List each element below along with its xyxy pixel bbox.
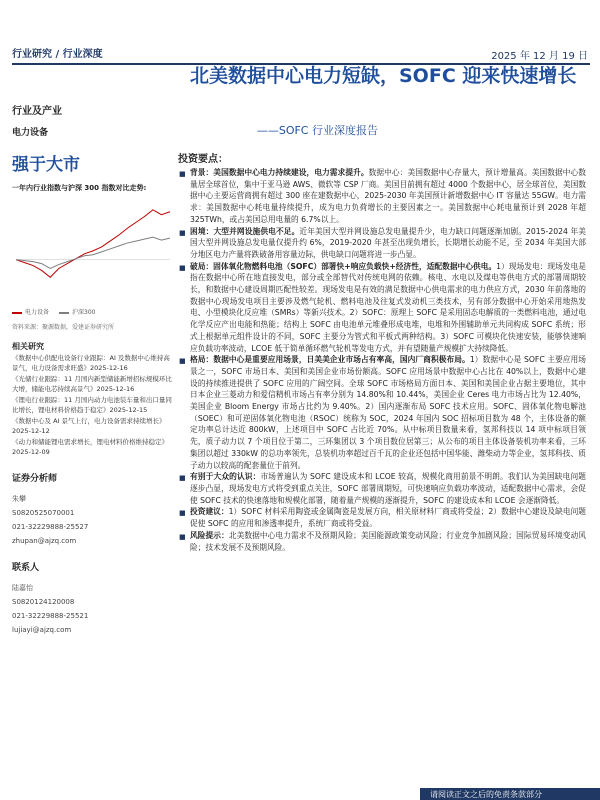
related-item: 《锂电行业跟踪：11 月国内动力电池装车量和出口量同比增长，锂电材料价格趋于稳定》2025-12-15 xyxy=(12,396,172,414)
investment-point: ■ 格局：数据中心是重要应用场景，日美美企业市场占有率高，国内厂商积极布局。1）数据中心是 SOFC 主要应用场景之一，SOFC 市场日本、美国和美国企业市场份额高。SOFC 应用场景中数据中心占比在 40%以上，数据中心建设的持续推进提供了 SOFC 应用的广阔空间。全球 SOFC 市场格局方面日本、美国和美国企业占据主要地位，其中日本企业三菱动力和爱信精机市场占有率分别为 14.80%和 10.44%，美国企业 Ceres 电力市场占比为 12.40%，美国企业 Bloom Energy 市场占比约为 9.40%。2）国内逐渐布局 SOFC 技术应用。SOFC、固体氧化物电解池（SOEC）和可逆固体氧化物电池（RSOC）统称为 SOC，2024 年国内 SOC 招标项目数为 48 个，主体设备的额定功率总计达近 800kW，上述项目中 SOFC 占比近 70%。从中标项目数量来看，氢邦科技以 14 项中标项目领先，质子动力以 7 个项目位于第二，三环集团以 3 个项目数位居第三；从公布的项目主体设备装机功率来看，三环集团以超过 330kW 的总功率领先，总装机功率超过百千瓦的企业还包括中国华能、潍柴动力等企业，氢邦科技、质子动力以较高的配套量位于前列。 xyxy=(179,355,586,470)
report-title: 北美数据中心电力短缺，SOFC 迎来快速增长 xyxy=(190,65,577,87)
analyst-phone: 021-32229888-25527 xyxy=(12,523,89,531)
investment-point: ■ 投资建议：1）SOFC 材料采用陶瓷或金属陶瓷是发展方向，相关原材料厂商或将受益；2）数据中心建设及缺电问题促使 SOFC 的应用和渗透率提升，系统厂商或将受益。 xyxy=(179,507,586,529)
bullet-icon: ■ xyxy=(179,263,186,272)
series-line-0 xyxy=(16,210,170,277)
bullet-icon: ■ xyxy=(179,170,186,178)
footer-bar xyxy=(420,788,600,800)
bullet-icon: ■ xyxy=(179,228,186,237)
chart-source: 资料来源：聚源数据，爱建证券研究所 xyxy=(12,324,115,331)
analyst-name: 朱攀 xyxy=(12,495,26,503)
left-sidebar xyxy=(12,96,174,637)
contact-title: 联系人 xyxy=(12,563,40,573)
report-date: 2025 年 12 月 19 日 xyxy=(491,51,588,62)
industry-label: 行业及产业 xyxy=(12,106,62,117)
related-item: 《数据中心及 AI 景气上行，电力设备需求持续增长》2025-12-12 xyxy=(12,417,166,435)
bullet-icon: ■ xyxy=(179,532,186,541)
contact-name: 陆嘉怡 xyxy=(12,584,33,592)
report-category: 行业研究 / 行业深度 xyxy=(12,49,103,60)
sector-label: 电力设备 xyxy=(12,128,49,138)
index-chart xyxy=(12,195,174,305)
chart-title: 一年内行业指数与沪深 300 指数对比走势: xyxy=(12,184,147,192)
related-list xyxy=(12,353,174,457)
legend-item-hs300: 沪深300 xyxy=(59,307,95,316)
chart-svg xyxy=(12,195,174,295)
investment-point: ■ 风险提示：北美数据中心电力需求不及预期风险；美国能源政策变动风险；行业竞争加剧风险；国际贸易环境变动风险；技术发展不及预期风险。 xyxy=(179,530,586,552)
analyst-email: zhupan@ajzq.com xyxy=(12,537,77,545)
investment-points-title: 投资要点： xyxy=(178,154,228,165)
investment-point: ■ 背景：美国数据中心电力持续建设，电力需求提升。数据中心：美国数据中心存量大，预计增量高。美国数据中心数量居全球首位，集中于亚马逊 AWS、微软等 CSP 厂商。美国目前拥有超过 4000 个数据中心，居全球首位，美国数据中心主要运营商拥有超过 300 座在建数据中心，2025-2030 年美国预计新增数据中心 IT 容量达 55GW。电力需求：美国数据中心耗电量持续提升，成为电力负荷增长的主要因素之一。美国数据中心耗电量预计到 2028 年超 325TWh，或占美国总用电量的 6.7%以上。 xyxy=(179,168,586,224)
related-title: 相关研究 xyxy=(12,342,44,351)
investment-point: ■ 困境：大型并网设施供电不足。近年美国大型并网设施总发电量提升少，电力缺口问题逐渐加剧。2015-2024 年美国大型并网设施总发电量仅提升约 6%，2019-2020 年甚至出现负增长，长期增长动能不足，至 2034 年美国大部分地区电力产量将跌破备用容量边际，供电缺口问题将进一步凸显。 xyxy=(179,226,586,259)
report-subtitle: ——SOFC 行业深度报告 xyxy=(256,124,378,137)
investment-point: ■ 有别于大众的认识：市场普遍认为 SOFC 建设成本和 LCOE 较高，规模化商用前景不明朗。我们认为美国缺电问题逐步凸显，现场发电方式将受到重点关注，SOFC 部署周期短，可快速响应负载功率波动，适配数据中心需求，会促使 SOFC 技术的快速落地和规模化部署，随着量产规模的逐渐提升，SOFC 的建设成本和 LCOE 会逐渐降低。 xyxy=(179,472,586,505)
chart-legend xyxy=(12,307,174,316)
investment-point: ■ 破局：固体氧化物燃料电池（SOFC）部署快+响应负载快+经济性，适配数据中心供电。1）现场发电：现场发电是指在数据中心所在地直接发电，部分或全部替代对传统电网的依赖。核电、水电以及煤电等供电方式的部署周期较长，和数据中心建设周期匹配性较差。现场发电是有效的满足数据中心供电需求的电力供应方式，2030 年前落地的数据中心现场发电项目主要涉及燃气轮机、燃料电池及往复式发动机三类技术，另有部分数据中心开始采用地热发电、小型模块化反应堆（SMRs）等新兴技术。2）SOFC：原理上 SOFC 是采用固态电解质的一类燃料电池，通过电化学反应产出电能和热能；结构上 SOFC 由电池单元堆叠形成电堆，电堆和外围辅助单元共同构成 SOFC 系统；形式上根据单元组件设计的不同，SOFC 主要分为管式和平板式两种结构。3）SOFC 可模块化快速安装，能够快速响应负载功率波动，LCOE 低于简单循环燃气轮机等发电方式，并有望随量产规模扩大持续降低。 xyxy=(179,261,586,353)
legend-item-industry: 电力设备 xyxy=(12,307,49,316)
bullet-icon: ■ xyxy=(179,474,186,483)
contact-code: S0820124120008 xyxy=(12,598,75,606)
analyst-title: 证券分析师 xyxy=(12,474,58,484)
bullet-icon: ■ xyxy=(179,357,186,366)
contact-email: lujiayi@ajzq.com xyxy=(12,626,72,634)
analyst-code: S0820525070001 xyxy=(12,509,75,517)
related-item: 《光储行业跟踪：11 月国内新型储能新增招标规模环比大增，储能电芯持续高景气》2025-12-16 xyxy=(12,375,172,393)
contact-phone: 021-32229888-25521 xyxy=(12,612,89,620)
series-line-1 xyxy=(16,237,170,268)
main-content xyxy=(178,150,586,553)
rating-label: 强于大市 xyxy=(12,155,80,175)
footer-text: 请阅读正文之后的免责条款部分 xyxy=(430,790,542,799)
related-item: 《数据中心供配电设备行业跟踪：AI 及数据中心维持高景气，电力设备需求旺盛》2025-12-16 xyxy=(12,354,170,372)
bullet-icon: ■ xyxy=(179,509,186,518)
related-item: 《动力和储能锂电需求增长，锂电材料价格维持稳定》2025-12-09 xyxy=(12,438,168,456)
